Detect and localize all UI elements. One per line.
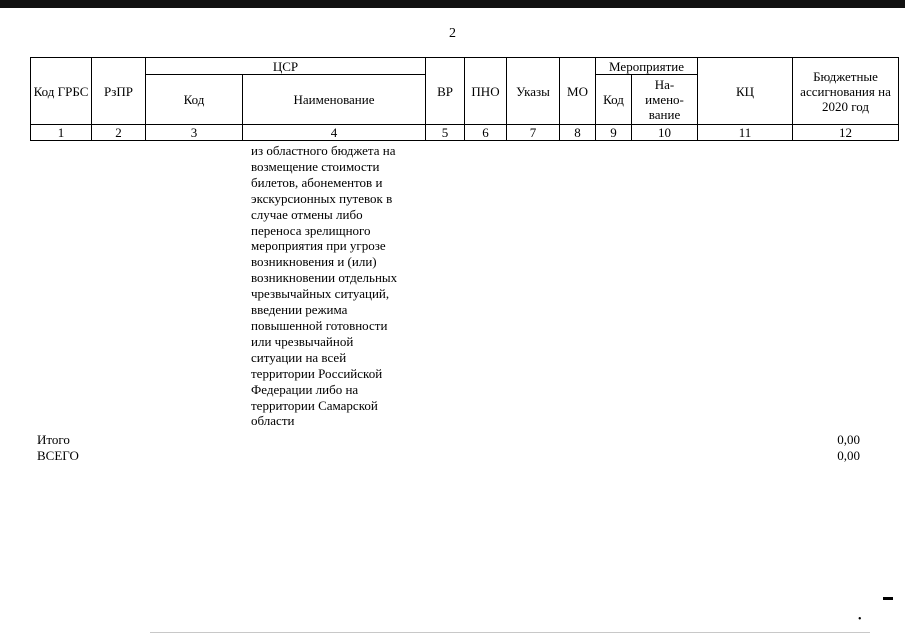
header-pno: ПНО [465,58,507,125]
header-rzpr: РзПР [92,58,146,125]
header-csr: ЦСР [146,58,426,75]
header-vr: ВР [426,58,465,125]
header-mer-kod: Код [596,75,632,125]
column-number: 3 [146,125,243,141]
header-csr-kod: Код [146,75,243,125]
column-number: 6 [465,125,507,141]
header-mer-name: На- имено- вание [632,75,698,125]
vsego-label: ВСЕГО [37,448,79,463]
column-number: 12 [793,125,899,141]
bottom-line [150,632,870,633]
column-number: 9 [596,125,632,141]
column-number: 7 [507,125,560,141]
row-name-text: из областного бюджета на возмещение стоимости билетов, абонементов и экскурсионных путевок в случае отмены либо переноса зрелищного мероприятия при угрозе возникновения и (или) возникновении отдельных чрезвычайных ситуаций, введении режима повышенной готовности или чрезвычайной ситуации на всей территории Российской Федерации либо на территории Самарской области [251,143,398,429]
header-mo: МО [560,58,596,125]
column-number: 10 [632,125,698,141]
column-number: 2 [92,125,146,141]
column-number: 5 [426,125,465,141]
itogo-value: 0,00 [837,432,860,447]
column-number: 1 [31,125,92,141]
itogo-label: Итого [37,432,70,447]
scan-mark: ▬ [883,592,893,603]
column-number: 4 [243,125,426,141]
header-csr-name: Наименование [243,75,426,125]
budget-table [30,57,899,141]
header-budget: Бюджетные ассигнования на 2020 год [793,58,899,125]
vsego-value: 0,00 [837,448,860,463]
header-kod-grbs: Код ГРБС [31,58,92,125]
top-border [0,0,905,8]
column-number: 11 [698,125,793,141]
column-number: 8 [560,125,596,141]
header-meropriyatie: Мероприятие [596,58,698,75]
scan-mark: • [858,614,862,625]
header-ukazy: Указы [507,58,560,125]
header-kc: КЦ [698,58,793,125]
page-number: 2 [449,26,456,41]
